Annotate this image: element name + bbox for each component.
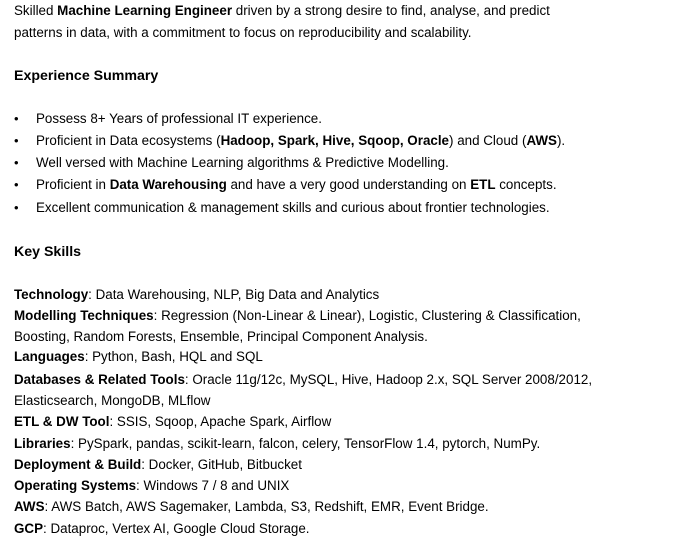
skill-row-gcp bbox=[14, 519, 310, 539]
skill-label: AWS bbox=[14, 499, 45, 514]
bullet-icon: • bbox=[14, 200, 19, 215]
experience-item-text: Well versed with Machine Learning algorithms & Predictive Modelling. bbox=[36, 155, 449, 170]
experience-item-text-part: ). bbox=[556, 133, 566, 148]
skill-value: : Oracle 11g/12c, MySQL, Hive, Hadoop 2.x, SQL Server 2008/2012, bbox=[184, 372, 593, 387]
skill-row-os bbox=[14, 476, 289, 496]
skill-row-deployment bbox=[14, 455, 302, 475]
skill-value: Elasticsearch, MongoDB, MLflow bbox=[14, 393, 211, 408]
skill-value: : Python, Bash, HQL and SQL bbox=[84, 349, 263, 364]
skill-row-databases-cont bbox=[14, 391, 210, 411]
skill-label: Operating Systems bbox=[14, 478, 137, 493]
skill-value: : Regression (Non-Linear & Linear), Logistic, Clustering & Classification, bbox=[153, 308, 581, 323]
experience-item-text bbox=[36, 131, 565, 151]
skill-row-libraries bbox=[14, 434, 540, 454]
skill-value: : PySpark, pandas, scikit-learn, falcon, celery, TensorFlow 1.4, pytorch, NumPy. bbox=[70, 436, 541, 451]
skill-value: : Dataproc, Vertex AI, Google Cloud Storage. bbox=[43, 521, 310, 536]
skill-value: : Docker, GitHub, Bitbucket bbox=[141, 457, 302, 472]
skill-row-modelling bbox=[14, 306, 581, 326]
experience-item-text-part: concepts. bbox=[495, 177, 557, 192]
skill-row-etl bbox=[14, 412, 331, 432]
experience-item-bold: ETL bbox=[470, 177, 496, 192]
skill-label: ETL & DW Tool bbox=[14, 414, 110, 429]
skill-value: : AWS Batch, AWS Sagemaker, Lambda, S3, Redshift, EMR, Event Bridge. bbox=[44, 499, 489, 514]
bullet-icon: • bbox=[14, 177, 19, 192]
intro-text: Skilled bbox=[14, 3, 58, 18]
skill-value: : Windows 7 / 8 and UNIX bbox=[136, 478, 290, 493]
intro-role: Machine Learning Engineer bbox=[57, 3, 233, 18]
bullet-icon: • bbox=[14, 155, 19, 170]
experience-item-bold: AWS bbox=[526, 133, 557, 148]
skill-label: GCP bbox=[14, 521, 44, 536]
skill-label: Databases & Related Tools bbox=[14, 372, 185, 387]
bullet-icon: • bbox=[14, 133, 19, 148]
skill-row-technology bbox=[14, 285, 379, 305]
experience-item-text: Possess 8+ Years of professional IT experience. bbox=[36, 111, 322, 126]
skill-row-databases bbox=[14, 370, 592, 390]
bullet-icon: • bbox=[14, 111, 19, 126]
skill-row-languages bbox=[14, 347, 263, 367]
intro-text: driven by a strong desire to find, analyse, and predict bbox=[232, 3, 550, 18]
experience-item-bold: Hadoop, Spark, Hive, Sqoop, Oracle bbox=[220, 133, 450, 148]
experience-item-text bbox=[36, 175, 557, 195]
intro-text: patterns in data, with a commitment to focus on reproducibility and scalability. bbox=[14, 25, 472, 40]
experience-item-text: Excellent communication & management skills and curious about frontier technologies. bbox=[36, 200, 550, 215]
experience-item-text-part: Proficient in bbox=[36, 177, 110, 192]
skill-value: : SSIS, Sqoop, Apache Spark, Airflow bbox=[109, 414, 332, 429]
skills-heading: Key Skills bbox=[14, 244, 82, 260]
skill-label: Technology bbox=[14, 287, 89, 302]
experience-heading: Experience Summary bbox=[14, 68, 159, 84]
experience-item-text-part: ) and Cloud ( bbox=[449, 133, 527, 148]
intro-line-1 bbox=[14, 1, 550, 21]
experience-item-bold: Data Warehousing bbox=[109, 177, 227, 192]
skill-row-modelling-cont bbox=[14, 327, 428, 347]
skill-row-aws bbox=[14, 497, 489, 517]
intro-line-2 bbox=[14, 23, 472, 43]
experience-item-text-part: and have a very good understanding on bbox=[226, 177, 471, 192]
skill-label: Modelling Techniques bbox=[14, 308, 154, 323]
experience-item-text-part: Proficient in Data ecosystems ( bbox=[36, 133, 221, 148]
skill-label: Deployment & Build bbox=[14, 457, 142, 472]
skill-label: Libraries bbox=[14, 436, 71, 451]
skill-value: : Data Warehousing, NLP, Big Data and Analytics bbox=[88, 287, 380, 302]
skill-label: Languages bbox=[14, 349, 85, 364]
skill-value: Boosting, Random Forests, Ensemble, Principal Component Analysis. bbox=[14, 329, 428, 344]
